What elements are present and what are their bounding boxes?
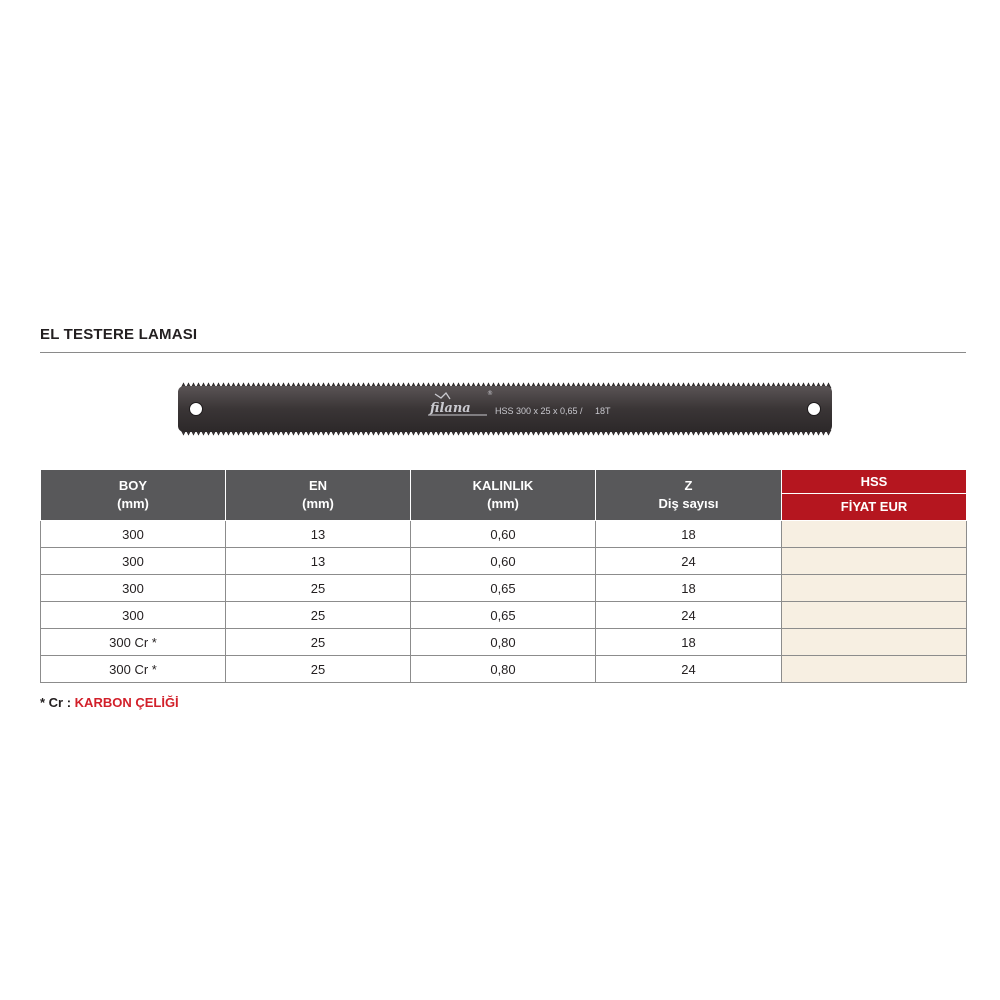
header-unit: (mm) [487, 496, 519, 511]
price-cell [782, 629, 967, 656]
page-title: EL TESTERE LAMASI [40, 326, 198, 343]
kalinlik-cell: 0,60 [411, 521, 596, 548]
blade-spec-text: HSS 300 x 25 x 0,65 / [495, 406, 583, 416]
boy-cell: 300 [41, 521, 226, 548]
header-label: BOY [118, 478, 148, 493]
header-en [226, 470, 411, 521]
price-cell [782, 602, 967, 629]
en-cell: 25 [226, 575, 411, 602]
table-body [41, 521, 967, 683]
saw-blade-svg [175, 378, 835, 440]
en-cell: 13 [226, 521, 411, 548]
z-cell: 18 [596, 521, 782, 548]
table-row [41, 656, 967, 683]
table-row [41, 629, 967, 656]
footnote [40, 695, 179, 710]
header-unit: Diş sayısı [658, 496, 719, 511]
kalinlik-cell: 0,80 [411, 629, 596, 656]
header-label: Z [684, 478, 693, 493]
price-cell [782, 656, 967, 683]
boy-cell: 300 Cr * [41, 629, 226, 656]
footnote-highlight: KARBON ÇELİĞİ [74, 695, 179, 710]
boy-cell: 300 [41, 575, 226, 602]
header-label: EN [308, 478, 328, 493]
spec-table [40, 469, 967, 683]
header-boy [41, 470, 226, 521]
title-divider [40, 352, 966, 353]
table-row [41, 602, 967, 629]
table-row [41, 521, 967, 548]
en-cell: 25 [226, 629, 411, 656]
kalinlik-cell: 0,60 [411, 548, 596, 575]
table-row [41, 575, 967, 602]
header-price-eur: FİYAT EUR [782, 493, 967, 520]
table-row [41, 548, 967, 575]
registered-mark: ® [487, 390, 493, 397]
footnote-prefix: * Cr : [40, 695, 75, 710]
blade-hole-right [808, 403, 821, 416]
z-cell: 18 [596, 629, 782, 656]
price-cell [782, 548, 967, 575]
header-z [596, 470, 782, 521]
z-cell: 24 [596, 602, 782, 629]
table-header-row [41, 470, 967, 494]
header-hss: HSS [782, 470, 967, 494]
saw-blade-image [175, 378, 835, 440]
en-cell: 13 [226, 548, 411, 575]
price-cell [782, 521, 967, 548]
boy-cell: 300 Cr * [41, 656, 226, 683]
header-label: KALINLIK [472, 478, 534, 493]
kalinlik-cell: 0,65 [411, 575, 596, 602]
z-cell: 24 [596, 548, 782, 575]
en-cell: 25 [226, 656, 411, 683]
header-unit: (mm) [302, 496, 334, 511]
header-unit: (mm) [117, 496, 149, 511]
header-kalinlik [411, 470, 596, 521]
z-cell: 18 [596, 575, 782, 602]
en-cell: 25 [226, 602, 411, 629]
kalinlik-cell: 0,80 [411, 656, 596, 683]
z-cell: 24 [596, 656, 782, 683]
blade-teeth-text: 18T [595, 406, 611, 416]
boy-cell: 300 [41, 548, 226, 575]
kalinlik-cell: 0,65 [411, 602, 596, 629]
boy-cell: 300 [41, 602, 226, 629]
price-cell [782, 575, 967, 602]
blade-logo-text: filana [430, 401, 471, 416]
blade-hole-left [190, 403, 203, 416]
